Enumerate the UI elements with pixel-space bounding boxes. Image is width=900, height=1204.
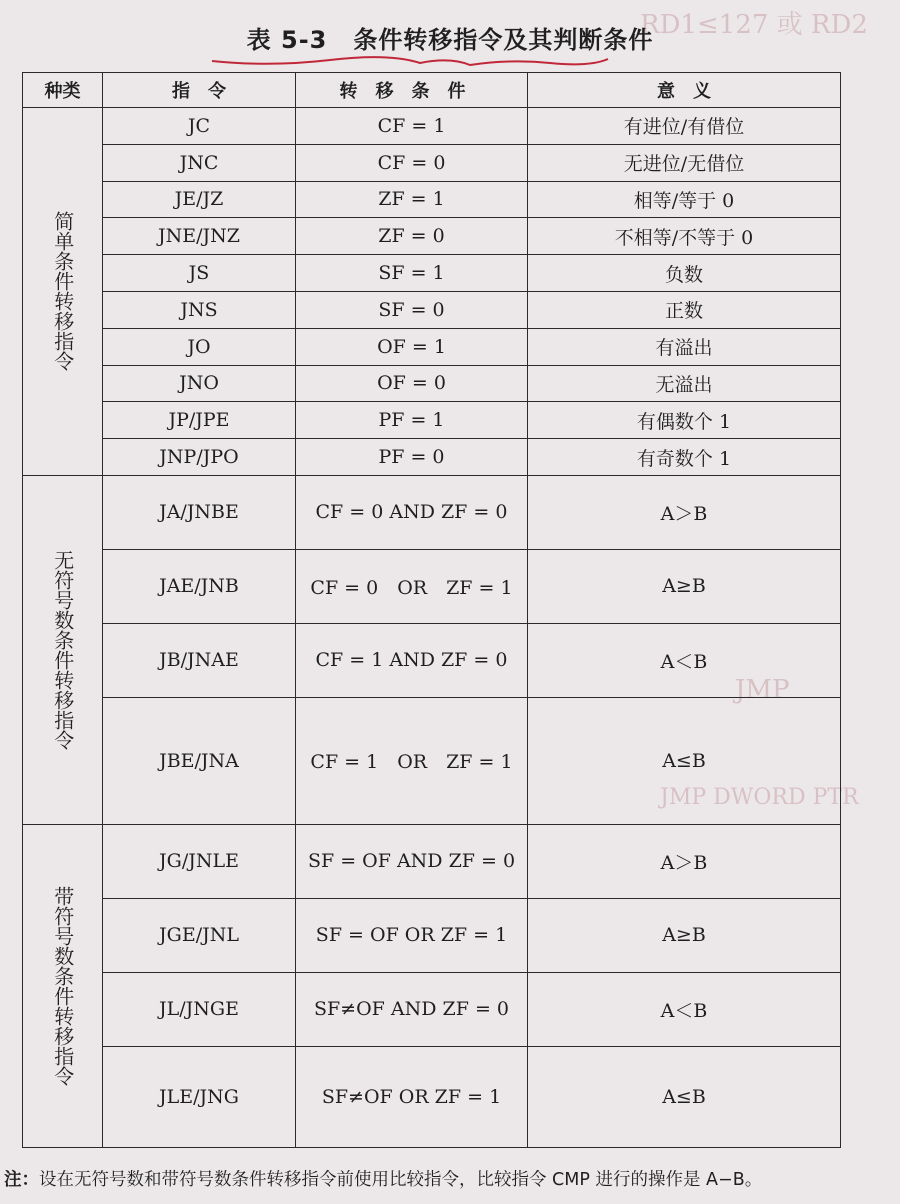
table-row	[23, 1046, 841, 1147]
header-instruction: 指 令	[103, 73, 296, 108]
condition-cell: SF = 0	[296, 291, 528, 328]
meaning-cell: 有进位/有借位	[528, 108, 841, 145]
table-row	[23, 439, 841, 476]
table-row	[23, 108, 841, 145]
instruction-cell: JNO	[103, 365, 296, 402]
table-title	[0, 20, 900, 55]
meaning-cell: 不相等/不等于 0	[528, 218, 841, 255]
instruction-cell: JO	[103, 328, 296, 365]
table-row	[23, 972, 841, 1046]
table-row	[23, 218, 841, 255]
instruction-cell: JNP/JPO	[103, 439, 296, 476]
table-caption: 条件转移指令及其判断条件	[353, 26, 654, 54]
bleed-through-text: JMP	[735, 675, 790, 705]
category-cell	[23, 108, 103, 476]
footnote	[4, 1166, 894, 1191]
meaning-cell: 无溢出	[528, 365, 841, 402]
instruction-cell: JB/JNAE	[103, 623, 296, 697]
footnote-text: 设在无符号数和带符号数条件转移指令前使用比较指令，比较指令 CMP 进行的操作是 A−B。	[39, 1170, 763, 1190]
condition-cell: OF = 0	[296, 365, 528, 402]
table-row	[23, 255, 841, 292]
footnote-prefix: 注：	[4, 1170, 39, 1190]
condition-cell: SF = OF AND ZF = 0	[296, 824, 528, 898]
instruction-cell: JBE/JNA	[103, 697, 296, 824]
condition-cell: PF = 1	[296, 402, 528, 439]
meaning-cell: 有奇数个 1	[528, 439, 841, 476]
instruction-cell: JL/JNGE	[103, 972, 296, 1046]
meaning-cell: A≤B	[528, 697, 841, 824]
condition-cell: CF = 0 OR ZF = 1	[296, 549, 528, 623]
table-row	[23, 365, 841, 402]
table-row	[23, 291, 841, 328]
instruction-cell: JP/JPE	[103, 402, 296, 439]
instruction-cell: JE/JZ	[103, 181, 296, 218]
handwritten-underline	[210, 55, 610, 69]
meaning-cell: A≥B	[528, 549, 841, 623]
meaning-cell: 正数	[528, 291, 841, 328]
meaning-cell: A≤B	[528, 1046, 841, 1147]
header-row	[23, 73, 841, 108]
table-row	[23, 697, 841, 824]
condition-cell: CF = 1 AND ZF = 0	[296, 623, 528, 697]
table-row	[23, 549, 841, 623]
instruction-cell: JC	[103, 108, 296, 145]
table-row	[23, 181, 841, 218]
conditional-jump-table	[22, 72, 841, 1148]
condition-cell: CF = 0	[296, 144, 528, 181]
table-row	[23, 623, 841, 697]
category-cell	[23, 475, 103, 824]
condition-cell: SF≠OF AND ZF = 0	[296, 972, 528, 1046]
instruction-cell: JAE/JNB	[103, 549, 296, 623]
table-row	[23, 475, 841, 549]
bleed-through-text: JMP DWORD PTR	[660, 785, 859, 810]
category-label: 带符号数条件转移指令	[50, 885, 75, 1086]
condition-cell: SF≠OF OR ZF = 1	[296, 1046, 528, 1147]
instruction-cell: JNC	[103, 144, 296, 181]
condition-cell: OF = 1	[296, 328, 528, 365]
bleed-through-text: RD1≤127 或 RD2	[640, 10, 868, 40]
meaning-cell: 有溢出	[528, 328, 841, 365]
meaning-cell: A＞B	[528, 824, 841, 898]
instruction-cell: JA/JNBE	[103, 475, 296, 549]
condition-cell: CF = 1	[296, 108, 528, 145]
meaning-cell: 相等/等于 0	[528, 181, 841, 218]
instruction-cell: JNE/JNZ	[103, 218, 296, 255]
meaning-cell: A＜B	[528, 972, 841, 1046]
table-row	[23, 328, 841, 365]
header-condition: 转移条件	[296, 73, 528, 108]
meaning-cell: A＜B	[528, 623, 841, 697]
table-row	[23, 898, 841, 972]
condition-cell: ZF = 0	[296, 218, 528, 255]
meaning-cell: 负数	[528, 255, 841, 292]
instruction-cell: JS	[103, 255, 296, 292]
header-category: 种类	[23, 73, 103, 108]
table-row	[23, 144, 841, 181]
instruction-cell: JNS	[103, 291, 296, 328]
table-row	[23, 402, 841, 439]
instruction-cell: JLE/JNG	[103, 1046, 296, 1147]
category-cell	[23, 824, 103, 1147]
condition-cell: SF = OF OR ZF = 1	[296, 898, 528, 972]
condition-cell: CF = 0 AND ZF = 0	[296, 475, 528, 549]
condition-cell: PF = 0	[296, 439, 528, 476]
meaning-cell: A≥B	[528, 898, 841, 972]
category-label: 简单条件转移指令	[50, 211, 75, 372]
table-number: 表 5-3	[246, 26, 328, 54]
category-label: 无符号数条件转移指令	[50, 549, 75, 750]
instruction-cell: JG/JNLE	[103, 824, 296, 898]
instruction-cell: JGE/JNL	[103, 898, 296, 972]
header-meaning: 意 义	[528, 73, 841, 108]
meaning-cell: A＞B	[528, 475, 841, 549]
condition-cell: ZF = 1	[296, 181, 528, 218]
table-row	[23, 824, 841, 898]
meaning-cell: 无进位/无借位	[528, 144, 841, 181]
condition-cell: SF = 1	[296, 255, 528, 292]
meaning-cell: 有偶数个 1	[528, 402, 841, 439]
condition-cell: CF = 1 OR ZF = 1	[296, 697, 528, 824]
